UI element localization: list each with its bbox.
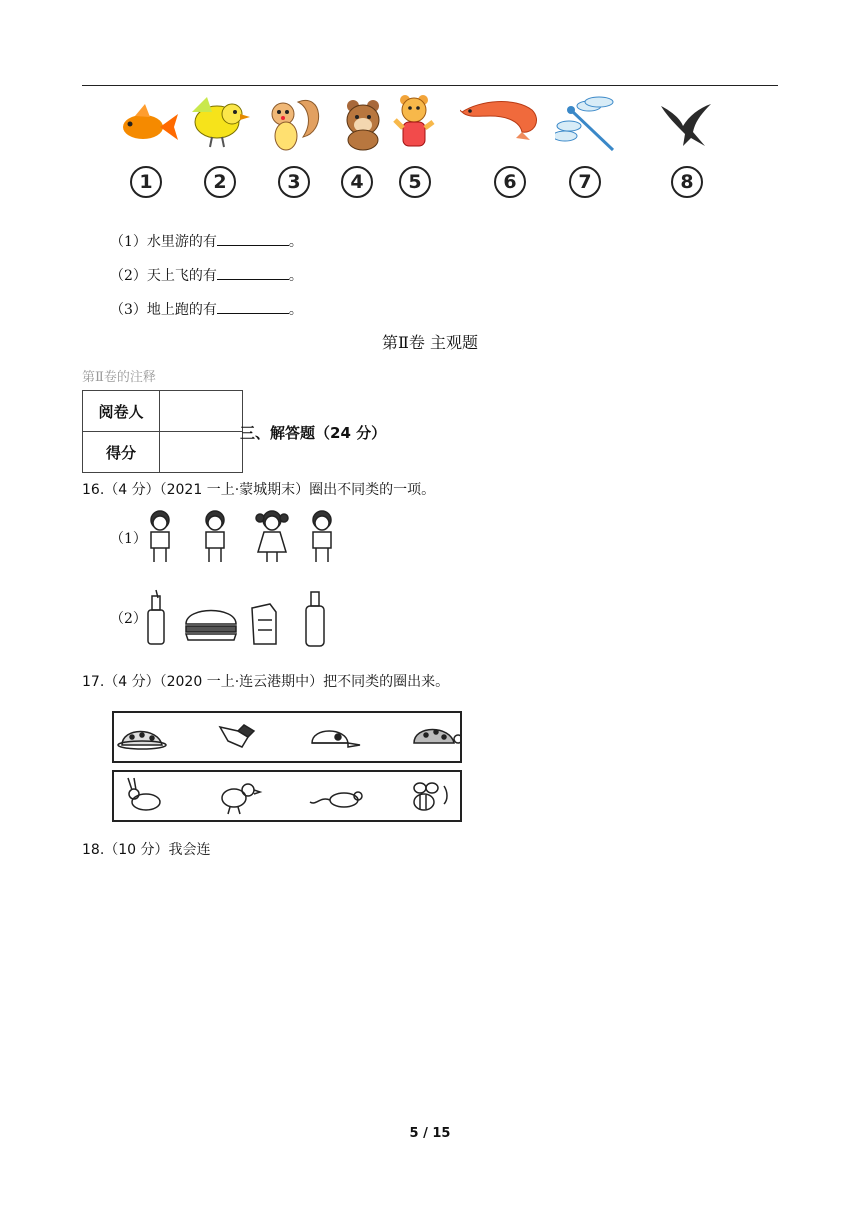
answer-blank[interactable] xyxy=(217,265,289,280)
hamburger-icon xyxy=(186,611,236,641)
header-rule xyxy=(82,85,778,86)
option-number: 1 xyxy=(130,166,162,198)
score-table xyxy=(82,390,243,473)
bird-icon xyxy=(182,92,252,162)
option-number: 2 xyxy=(204,166,236,198)
goldfish-icon xyxy=(110,92,180,162)
chick-icon xyxy=(222,784,260,814)
q17-row1-box xyxy=(112,711,462,763)
option-number: 3 xyxy=(278,166,310,198)
drink-bottle-icon xyxy=(306,592,324,646)
option-number: 7 xyxy=(569,166,601,198)
question-line xyxy=(110,231,303,251)
option-number: 4 xyxy=(341,166,373,198)
question-prefix: （2）天上飞的有 xyxy=(110,268,217,284)
section3-title: 三、解答题（24 分） xyxy=(240,424,387,442)
score-cell[interactable] xyxy=(160,432,243,473)
score-label: 得分 xyxy=(83,432,160,473)
rabbit-icon xyxy=(128,778,160,810)
question-suffix: 。 xyxy=(288,268,303,284)
part2-note: 第Ⅱ卷的注释 xyxy=(82,370,156,385)
question-prefix: （1）水里游的有 xyxy=(110,234,217,250)
q16-children-picture xyxy=(140,508,340,568)
answer-blank[interactable] xyxy=(217,231,289,246)
swallow-icon xyxy=(653,92,723,162)
option-number: 8 xyxy=(671,166,703,198)
swallow-figure xyxy=(653,92,723,200)
part2-title: 第Ⅱ卷 主观题 xyxy=(382,333,478,352)
boy-icon xyxy=(313,511,331,562)
goldfish-figure xyxy=(110,92,180,200)
q17-row1-picture xyxy=(114,713,460,761)
q16-sub1-label: （1） xyxy=(110,531,147,547)
shrimp-icon xyxy=(460,92,550,162)
q16-food-picture xyxy=(140,588,340,650)
bear-figure xyxy=(391,92,461,200)
answer-blank[interactable] xyxy=(217,299,289,314)
bee-icon xyxy=(414,783,447,810)
question-line xyxy=(110,299,303,319)
option-number: 6 xyxy=(494,166,526,198)
q16-sub2-label: （2） xyxy=(110,611,147,627)
question-line xyxy=(110,265,303,285)
hat-icon xyxy=(118,732,166,750)
milk-bottle-icon xyxy=(148,590,164,644)
reviewer-label: 阅卷人 xyxy=(83,391,160,432)
animal-picture-row xyxy=(105,92,725,200)
turtle-icon xyxy=(414,730,460,744)
q17-row2-picture xyxy=(114,772,460,820)
page-number: 5 / 15 xyxy=(409,1126,451,1141)
bear-icon xyxy=(391,92,461,162)
shrimp-figure xyxy=(460,92,550,200)
question-16-text: 16.（4 分）（2021 一上·蒙城期末）圈出不同类的一项。 xyxy=(82,482,436,498)
boy-icon xyxy=(151,511,169,562)
boy-icon xyxy=(206,511,224,562)
girl-icon xyxy=(256,511,288,562)
snack-bag-icon xyxy=(252,604,276,644)
squirrel-figure xyxy=(258,92,328,200)
question-18-text: 18.（10 分）我会连 xyxy=(82,842,211,858)
dragonfly-icon xyxy=(555,92,625,162)
dragonfly-figure xyxy=(555,92,625,200)
question-prefix: （3）地上跑的有 xyxy=(110,302,217,318)
option-number: 5 xyxy=(399,166,431,198)
mouse-icon xyxy=(310,792,362,807)
question-suffix: 。 xyxy=(288,302,303,318)
sock-icon xyxy=(220,725,254,747)
cap-icon xyxy=(312,731,360,747)
q17-row2-box xyxy=(112,770,462,822)
bird-figure xyxy=(182,92,252,200)
squirrel-icon xyxy=(258,92,328,162)
question-17-text: 17.（4 分）（2020 一上·连云港期中）把不同类的圈出来。 xyxy=(82,674,450,690)
reviewer-cell[interactable] xyxy=(160,391,243,432)
question-suffix: 。 xyxy=(288,234,303,250)
